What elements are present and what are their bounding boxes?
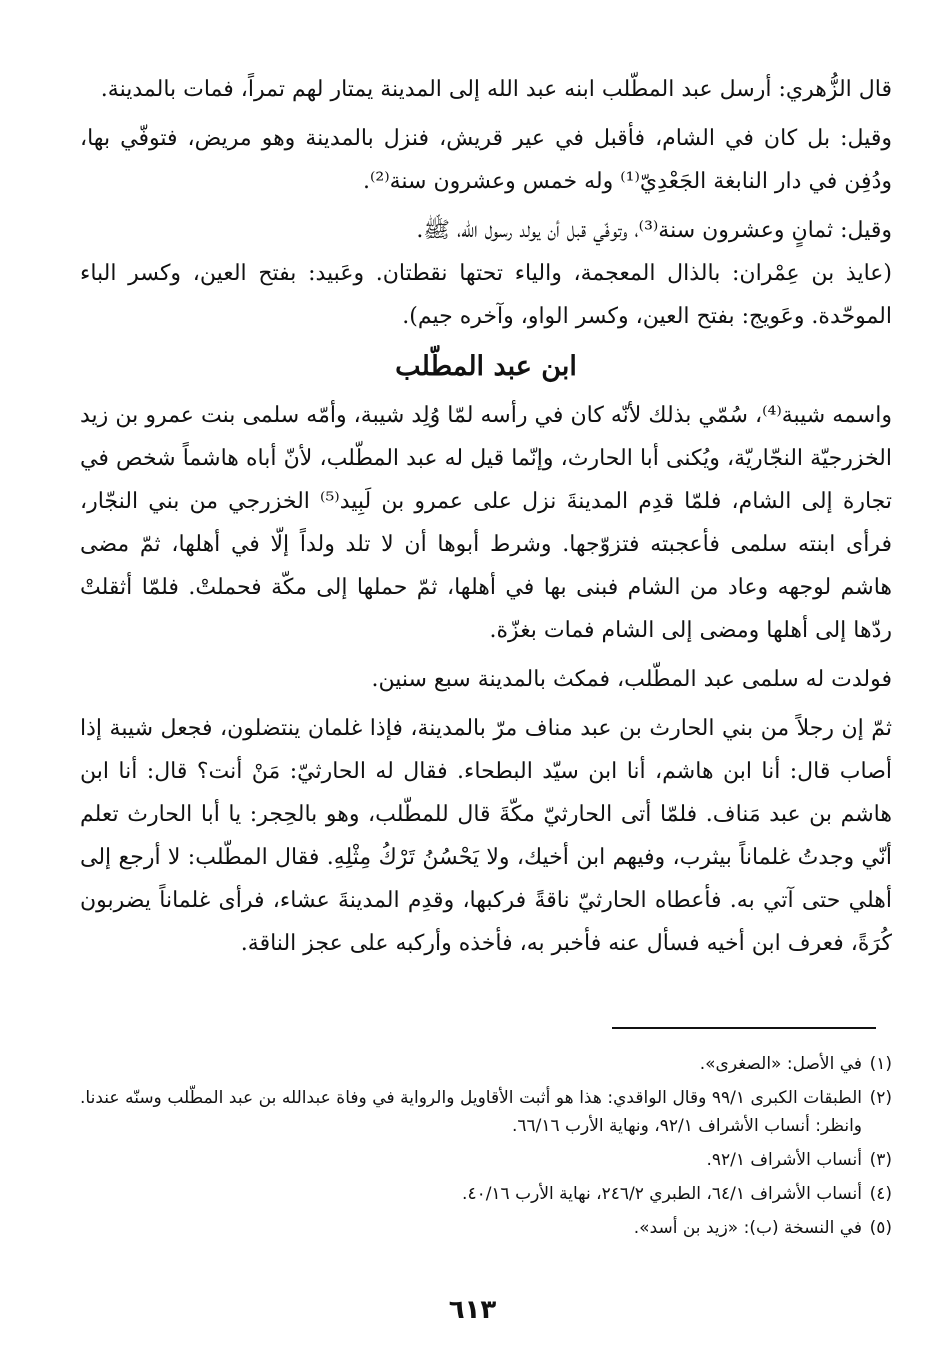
paragraph: واسمه شيبة⁽⁴⁾، سُمّي بذلك لأنّه كان في رأسه لمّا وُلِد شيبة، وأمّه سلمى بنت عمرو بن زيد الخزرجيّة النجّاريّة، ويُكنى أبا الحارث، وإنّما قيل له عبد المطّلب، لأنّ أباه هاشماً شخص في تجارة إلى الشام، فلمّا قدِم المدينةَ نزل على عمرو بن لَبِيد⁽⁵⁾ الخزرجي من بني النجّار، فرأى ابنته سلمى فأعجبته فتزوّجها. وشرط أبوها أن لا تلد ولداً إلّا في أهلها، ثمّ مضى هاشم لوجهه وعاد من الشام فبنى بها في أهلها، ثمّ حملها إلى مكّة فحملتْ. فلمّا أثقلتْ ردّها إلى أهلها ومضى إلى الشام فمات بغزّة. [80, 403, 893, 643]
paragraph: فولدت له سلمى عبد المطّلب، فمكث بالمدينة سبع سنين. [371, 667, 892, 692]
page-number: ٦١٣ [448, 1295, 497, 1325]
footnote-text: في الأصل: «الصغرى». [699, 1054, 862, 1074]
footnote-text: أنساب الأشراف ٦٤/١، الطبري ٢٤٦/٢، نهاية الأرب ٤٠/١٦. [462, 1184, 862, 1204]
footnote [80, 1146, 892, 1174]
footnote [80, 1050, 892, 1078]
footnote-text: في النسخة (ب): «زيد بن أسد». [633, 1218, 862, 1238]
paragraph: وقيل: ثمانٍ وعشرون سنة⁽³⁾، وتوفّي قبل أن يولد رسول الله، ﷺ. [416, 218, 892, 243]
footnote-text: الطبقات الكبرى ٩٩/١ وقال الواقدي: هذا هو أثبت الأقاويل والرواية في وفاة عبدالله بن عبد المطّلب وسنّه عندنا. وانظر: أنساب الأشراف ٩٢/١، ونهاية الأرب ٦٦/١٦. [80, 1088, 862, 1136]
footnote-number: (١) [869, 1054, 892, 1074]
footnote-number: (٢) [869, 1088, 892, 1108]
footnote [80, 1214, 892, 1242]
footnote-divider [612, 1027, 876, 1029]
footnote-number: (٤) [869, 1184, 892, 1204]
footnote [80, 1180, 892, 1208]
main-text [80, 68, 892, 965]
paragraph: ثمّ إن رجلاً من بني الحارث بن عبد مناف مرّ بالمدينة، فإذا غلمان ينتضلون، فجعل شيبة إذا أصاب قال: أنا ابن هاشم، أنا ابن سيّد البطحاء. فقال له الحارثيّ: مَنْ أنت؟ قال: أنا ابن هاشم بن عبد مَناف. فلمّا أتى الحارثيّ مكّةَ قال للمطّلب، وهو بالحِجر: يا أبا الحارث تعلم أنّي وجدتُ غلماناً بيثرب، وفيهم ابن أخيك، ولا يَحْسُنُ تَرْكُ مِثْلِهِ. فقال المطّلب: لا أرجع إلى أهلي حتى آتي به. فأعطاه الحارثيّ ناقةً فركبها، وقدِم المدينةَ عشاء، فرأى غلماناً يضربون كُرَةً، فعرف ابن أخيه فسأل عنه فأخبر به، فأخذه وأركبه على عجز الناقة. [80, 716, 893, 956]
section-heading: ابن عبد المطّلب [395, 351, 577, 382]
footnote-number: (٣) [869, 1150, 892, 1170]
footnote-number: (٥) [869, 1218, 892, 1238]
footnotes [80, 1050, 892, 1248]
footnote-text: أنساب الأشراف ٩٢/١. [706, 1150, 862, 1170]
paragraph: (عايذ بن عِمْران: بالذال المعجمة، والياء تحتها نقطتان. وعَبيد: بفتح العين، وكسر الباء الموحّدة. وعَويج: بفتح العين، وكسر الواو، وآخره جيم). [80, 261, 892, 329]
footnote [80, 1084, 892, 1140]
paragraph: قال الزُّهري: أرسل عبد المطّلب ابنه عبد الله إلى المدينة يمتار لهم تمراً، فمات بالمدينة. [100, 77, 892, 102]
paragraph: وقيل: بل كان في الشام، فأقبل في عير قريش، فنزل بالمدينة وهو مريض، فتوفّي بها، ودُفِن في دار النابغة الجَعْدِيّ⁽¹⁾ وله خمس وعشرون سنة⁽²⁾. [80, 126, 892, 194]
